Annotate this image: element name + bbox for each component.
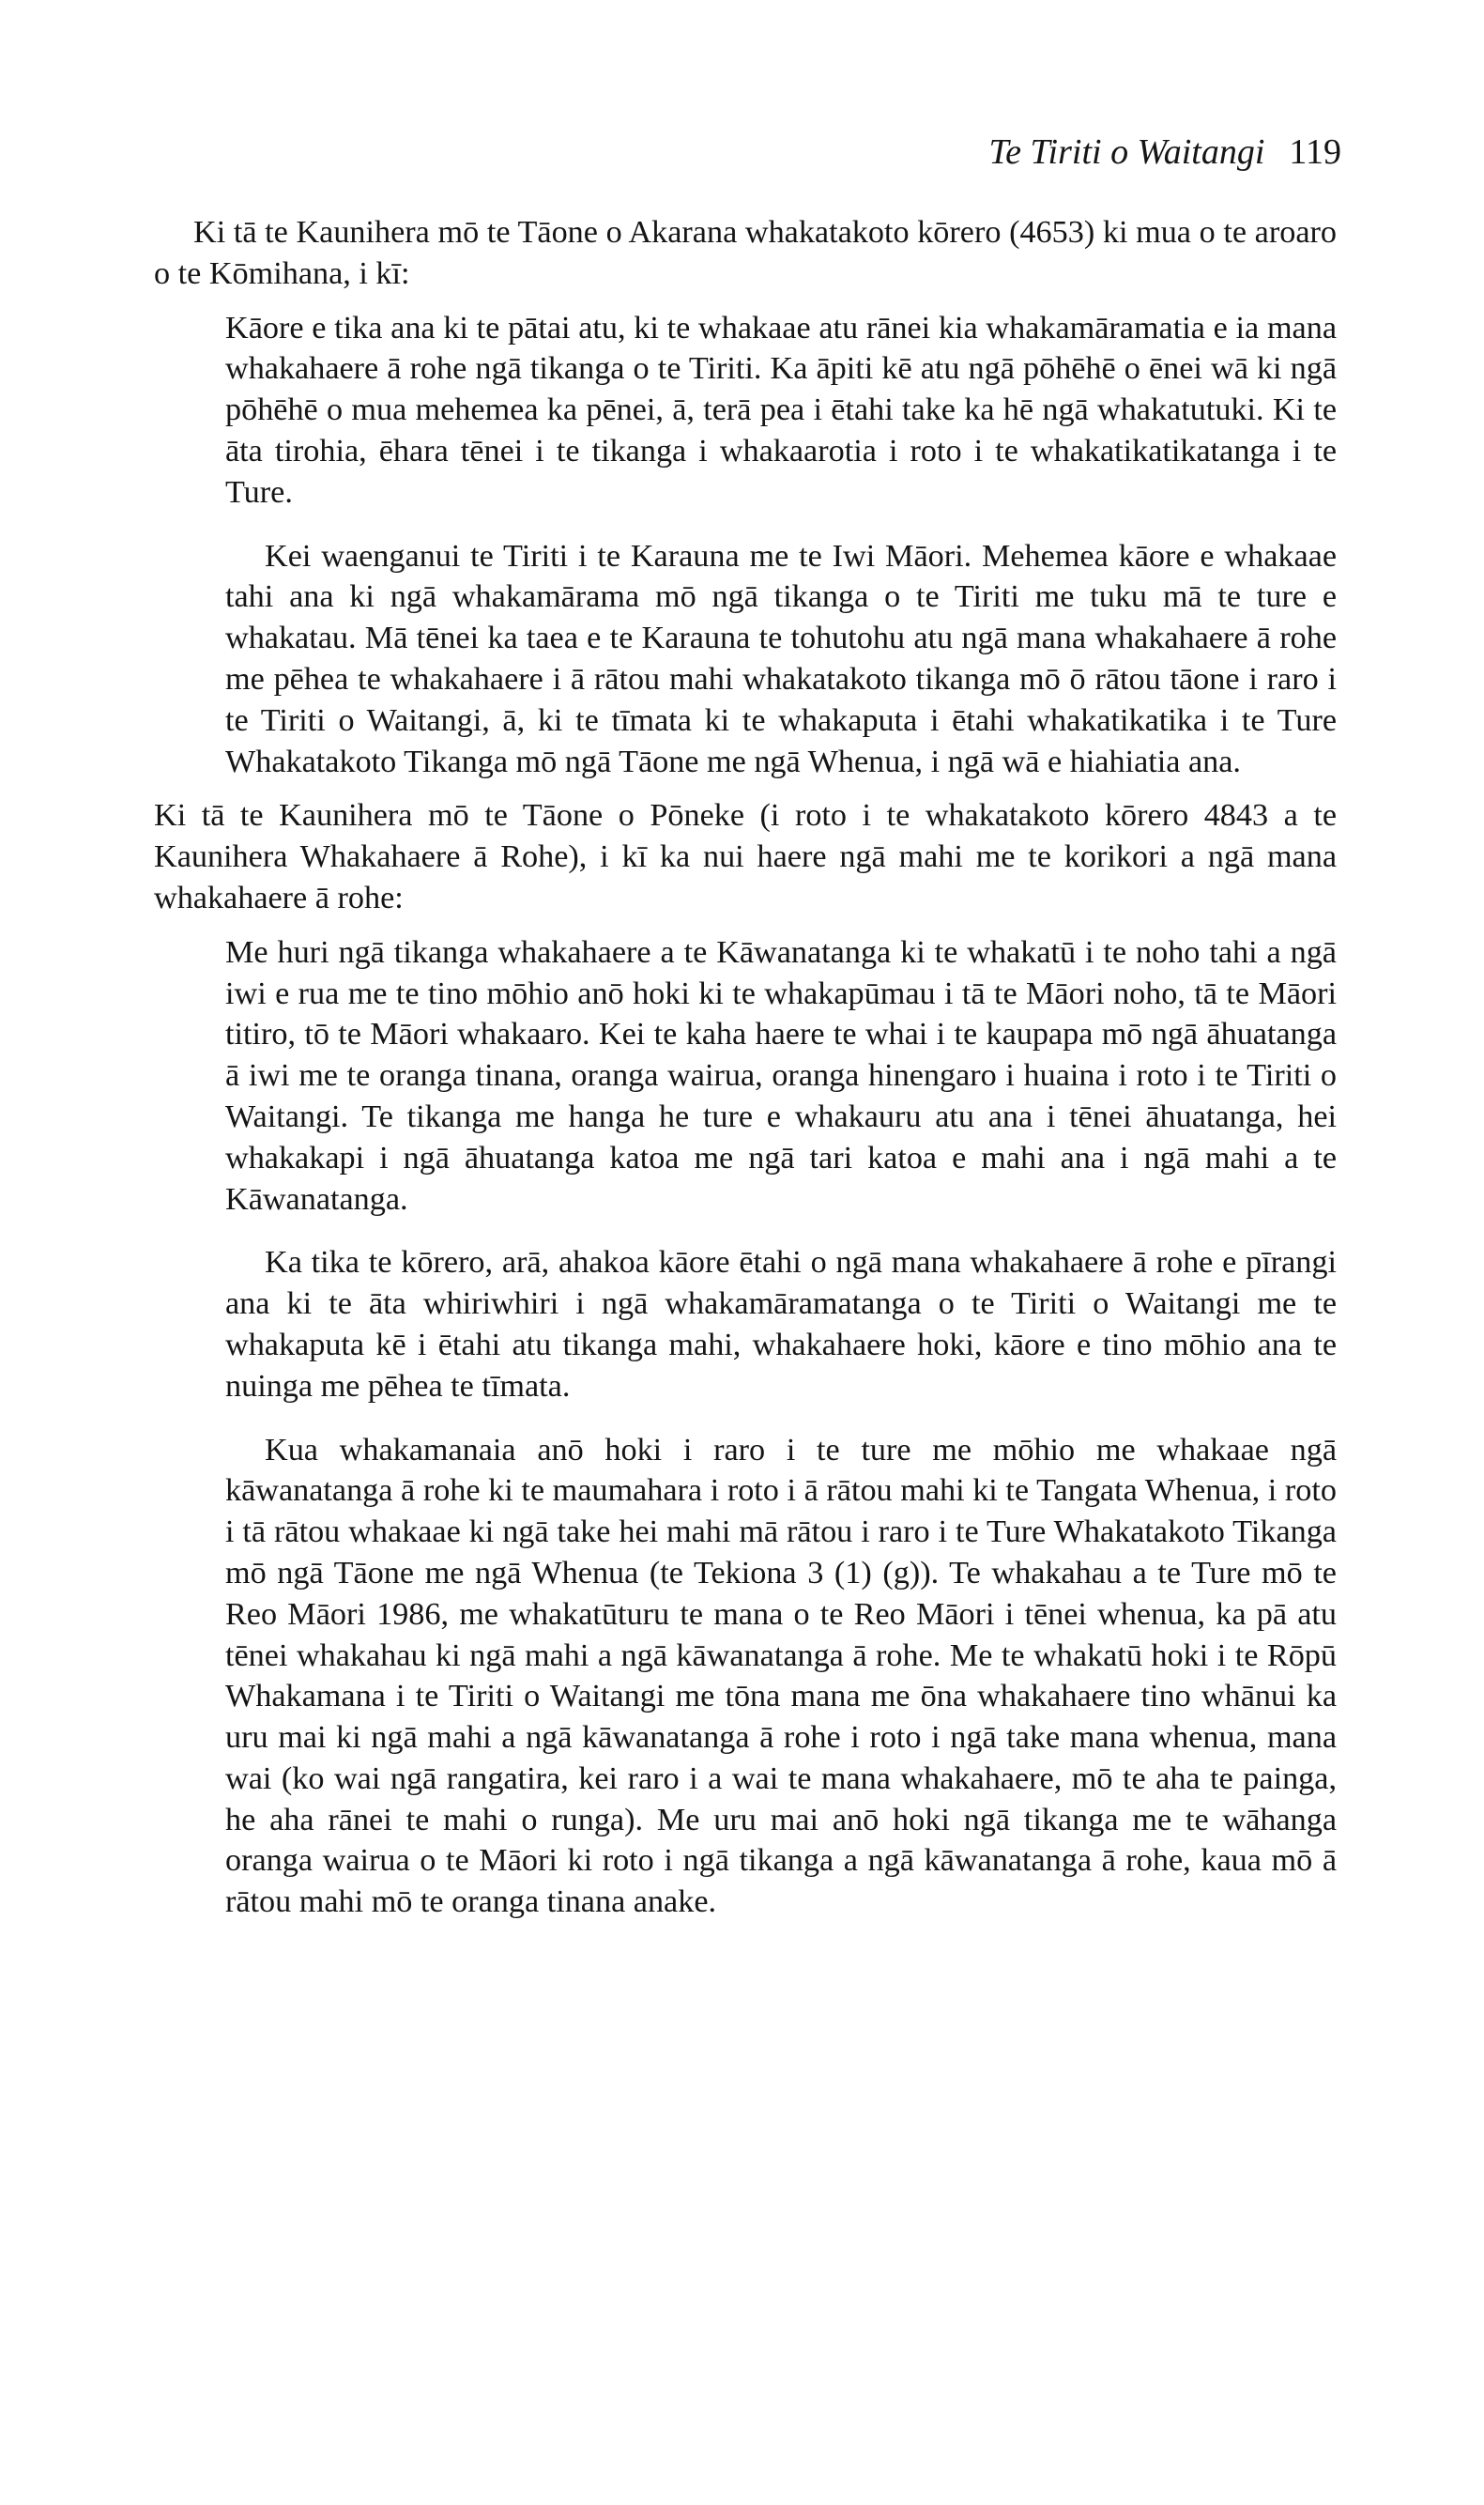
paragraph-intro-poneke: Ki tā te Kaunihera mō te Tāone o Pōneke (i roto i te whakatakoto kōrero 4843 a te Kaunihera Whakahaere ā Rohe), i kī ka nui haere ngā mahi me te korikori a ngā mana whakahaere ā rohe: bbox=[154, 798, 1337, 915]
quote-paragraph: Me huri ngā tikanga whakahaere a te Kāwanatanga ki te whakatū i te noho tahi a ngā iwi e rua me te tino mōhio anō hoki ki te whakapūmau i tā te Māori noho, tā te Māori titiro, tō te Māori whakaaro. Kei te kaha haere te whai i te kaupapa mō ngā āhuatanga ā iwi me te oranga tinana, oranga wairua, oranga hinengaro i huaina i roto i te Tiriti o Waitangi. Te tikanga me hanga he ture e whakauru atu ana i tēnei āhuatanga, hei whakakapi i ngā āhuatanga katoa me ngā tari katoa e mahi ana i ngā mahi a te Kāwanatanga. bbox=[225, 934, 1337, 1217]
running-head-title: Te Tiriti o Waitangi bbox=[988, 132, 1265, 172]
block-quote-poneke bbox=[225, 932, 1337, 1923]
quote-paragraph: Kāore e tika ana ki te pātai atu, ki te whakaae atu rānei kia whakamāramatia e ia mana whakahaere ā rohe ngā tikanga o te Tiriti. Ka āpiti kē atu ngā pōhēhē o ēnei wā ki ngā pōhēhē o mua mehemea ka pēnei, ā, terā pea i ētahi take ka hē ngā whakatutuki. Ki te āta tirohia, ēhara tēnei i te tikanga i whakaarotia i roto i te whakatikatikatanga i te Ture. bbox=[225, 310, 1337, 510]
quote-paragraph: Ka tika te kōrero, arā, ahakoa kāore ētahi o ngā mana whakahaere ā rohe e pīrangi ana ki te āta whiriwhiri i ngā whakamāramatanga o te Tiriti o Waitangi me te whakaputa kē i ētahi atu tikanga mahi, whakahaere hoki, kāore e tino mōhio ana te nuinga me pēhea te tīmata. bbox=[225, 1245, 1337, 1404]
body-text bbox=[154, 212, 1337, 1936]
running-head bbox=[989, 131, 1342, 173]
quote-paragraph: Kei waenganui te Tiriti i te Karauna me te Iwi Māori. Mehemea kāore e whakaae tahi ana ki ngā whakamārama mō ngā tikanga o te Tiriti me tuku mā te ture e whakatau. Mā tēnei ka taea e te Karauna te tohutohu atu ngā mana whakahaere ā rohe me pēhea te whakahaere i ā rātou mahi whakatakoto tikanga mō ō rātou tāone i raro i te Tiriti o Waitangi, ā, ki te tīmata ki te whakaputa i ētahi whakatikatika i te Ture Whakatakoto Tikanga mō ngā Tāone me ngā Whenua, i ngā wā e hiahiatia ana. bbox=[225, 538, 1337, 779]
block-quote-akarana bbox=[225, 308, 1337, 783]
paragraph-intro-akarana: Ki tā te Kaunihera mō te Tāone o Akarana whakatakoto kōrero (4653) ki mua o te aroaro o te Kōmihana, i kī: bbox=[154, 215, 1337, 291]
quote-paragraph: Kua whakamanaia anō hoki i raro i te ture me mōhio me whakaae ngā kāwanatanga ā rohe ki te maumahara i roto i ā rātou mahi ki te Tangata Whenua, i roto i tā rātou whakaae ki ngā take hei mahi mā rātou i raro i te Ture Whakatakoto Tikanga mō ngā Tāone me ngā Whenua (te Tekiona 3 (1) (g)). Te whakahau a te Ture mō te Reo Māori 1986, me whakatūturu te mana o te Reo Māori i tēnei whenua, ka pā atu tēnei whakahau ki ngā mahi a ngā kāwanatanga ā rohe. Me te whakatū hoki i te Rōpū Whakamana i te Tiriti o Waitangi me tōna mana me ōna whakahaere tino whānui ka uru mai ki ngā mahi a ngā kāwanatanga ā rohe i roto i ngā take mana whenua, mana wai (ko wai ngā rangatira, kei raro i a wai te mana whakahaere, mō te aha te painga, he aha rānei te mahi o runga). Me uru mai anō hoki ngā tikanga me te wāhanga oranga wairua o te Māori ki roto i ngā tikanga a ngā kāwanatanga ā rohe, kaua mō ā rātou mahi mō te oranga tinana anake. bbox=[225, 1432, 1337, 1920]
page-number: 119 bbox=[1289, 132, 1341, 172]
